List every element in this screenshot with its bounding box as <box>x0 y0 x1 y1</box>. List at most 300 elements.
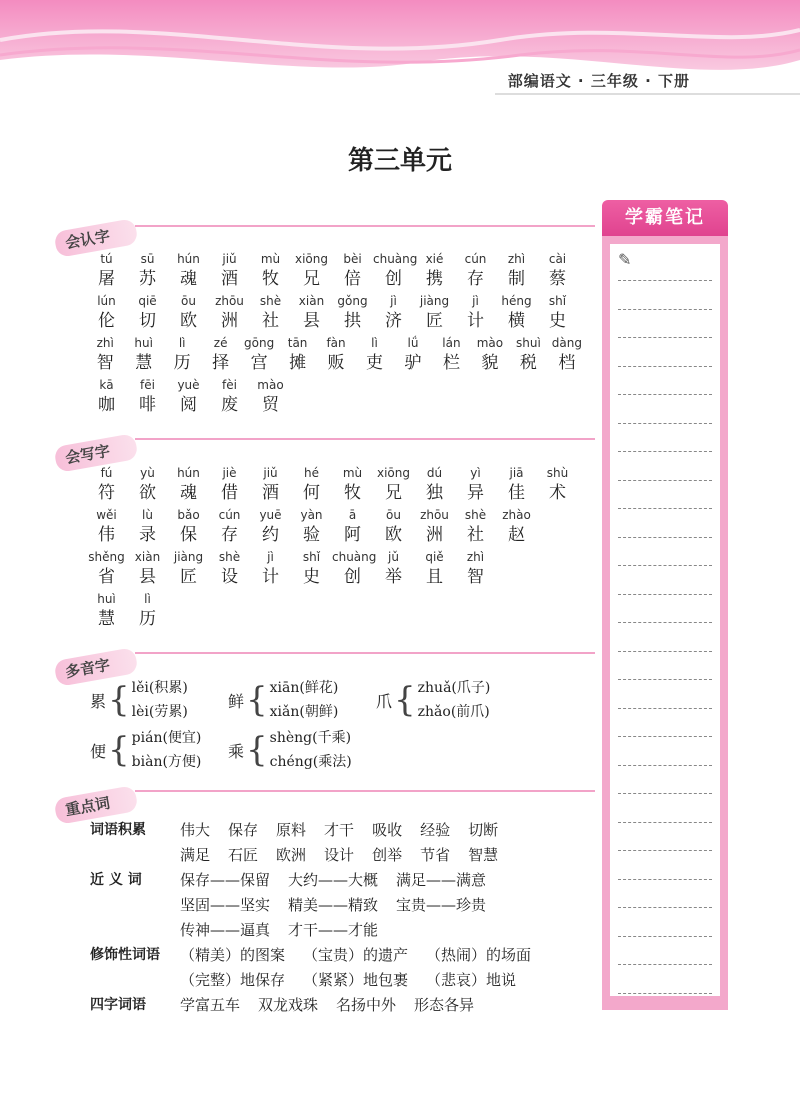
pinyin: jiā <box>509 466 524 480</box>
polyphone-reading: shèng(千乘) <box>269 730 352 746</box>
keyword-item: （热闹）的场面 <box>426 946 532 964</box>
note-line <box>618 993 712 994</box>
hanzi: 废 <box>221 395 238 415</box>
keyword-item: 才干——才能 <box>288 921 379 939</box>
pinyin: yuē <box>259 508 282 522</box>
pinyin: zhōu <box>420 508 449 522</box>
hanzi: 举 <box>385 567 402 587</box>
polyphone-reading: lěi(积累) <box>131 680 188 696</box>
keyword-item: 学富五车 <box>180 996 241 1014</box>
hanzi: 存 <box>221 525 238 545</box>
pinyin: zhōu <box>215 294 244 308</box>
keyword-row <box>90 893 600 918</box>
hanzi: 档 <box>558 353 576 373</box>
keyword-item: 大约——大概 <box>288 871 379 889</box>
char-cell <box>86 292 127 334</box>
char-cell <box>168 548 209 590</box>
char-row <box>86 548 586 590</box>
note-line <box>618 337 712 338</box>
hanzi: 何 <box>303 483 320 503</box>
pinyin: yàn <box>300 508 323 522</box>
section-tag-polyphone: 多音字 <box>53 647 138 687</box>
pinyin: jiàng <box>419 294 450 308</box>
brace-icon: { <box>108 680 130 720</box>
char-cell <box>86 250 127 292</box>
char-cell <box>414 292 455 334</box>
section-tag-keywords: 重点词 <box>53 785 138 825</box>
hanzi: 苏 <box>139 269 156 289</box>
char-cell <box>496 506 537 548</box>
note-line <box>618 480 712 481</box>
notes-panel <box>602 200 728 1010</box>
hanzi: 县 <box>303 311 320 331</box>
hanzi: 魂 <box>180 269 197 289</box>
pinyin: shǐ <box>302 550 321 564</box>
char-cell <box>414 464 455 506</box>
keyword-item: （紧紧）地包裹 <box>303 971 409 989</box>
hanzi: 计 <box>262 567 279 587</box>
pinyin: dàng <box>551 336 582 350</box>
char-row <box>86 334 586 376</box>
char-cell <box>455 464 496 506</box>
pinyin: zhì <box>507 252 526 266</box>
pinyin: ōu <box>386 508 401 522</box>
hanzi: 贸 <box>262 395 279 415</box>
hanzi: 赵 <box>508 525 525 545</box>
section-divider <box>135 438 595 440</box>
hanzi: 录 <box>139 525 156 545</box>
keyword-item: 欧洲 <box>276 846 307 864</box>
hanzi: 县 <box>139 567 156 587</box>
pinyin: cún <box>218 508 241 522</box>
keyword-row-label <box>90 968 180 993</box>
keyword-row <box>90 818 600 843</box>
keyword-item: 保存 <box>228 821 259 839</box>
hanzi: 欧 <box>385 525 402 545</box>
section-divider <box>135 652 595 654</box>
pinyin: lì <box>144 592 151 606</box>
notes-title: 学霸笔记 <box>602 200 728 236</box>
note-line <box>618 822 712 823</box>
hanzi: 存 <box>467 269 484 289</box>
pinyin: mù <box>342 466 363 480</box>
pinyin: xié <box>425 252 444 266</box>
note-line <box>618 936 712 937</box>
pinyin: huì <box>97 592 116 606</box>
keyword-item: 设计 <box>324 846 355 864</box>
char-cell <box>471 334 509 376</box>
char-cell <box>537 292 578 334</box>
pinyin: gǒng <box>337 294 368 308</box>
notes-body <box>602 236 728 1010</box>
pinyin: fēi <box>140 378 155 392</box>
char-cell <box>332 250 373 292</box>
pinyin: cài <box>548 252 567 266</box>
char-cell <box>163 334 201 376</box>
section-divider <box>135 225 595 227</box>
hanzi: 匠 <box>180 567 197 587</box>
pinyin: shuì <box>515 336 541 350</box>
keyword-item: 宝贵——珍贵 <box>396 896 487 914</box>
pinyin: xiàn <box>298 294 325 308</box>
pinyin: hé <box>304 466 319 480</box>
pinyin: xiōng <box>377 466 410 480</box>
char-cell <box>209 464 250 506</box>
recognize-char-grid <box>86 250 586 418</box>
section-tag-recognize: 会认字 <box>53 218 138 258</box>
hanzi: 约 <box>262 525 279 545</box>
note-line <box>618 907 712 908</box>
hanzi: 欧 <box>180 311 197 331</box>
keyword-row <box>90 993 600 1018</box>
polyphone-char: 鲜 <box>228 691 245 711</box>
keyword-item: 创举 <box>372 846 403 864</box>
note-line <box>618 651 712 652</box>
keyword-item: 才干 <box>324 821 355 839</box>
section-divider <box>135 790 595 792</box>
char-cell <box>250 376 291 418</box>
pinyin: lì <box>371 336 378 350</box>
unit-title: 第三单元 <box>347 146 452 176</box>
pinyin: jǔ <box>388 550 399 564</box>
hanzi: 牧 <box>262 269 279 289</box>
polyphone-reading: biàn(方便) <box>131 754 202 770</box>
pinyin: shěng <box>88 550 125 564</box>
char-cell <box>209 292 250 334</box>
note-line <box>618 537 712 538</box>
keyword-item: （完整）地保存 <box>180 971 286 989</box>
hanzi: 啡 <box>139 395 156 415</box>
note-line <box>618 423 712 424</box>
char-cell <box>455 250 496 292</box>
hanzi: 栏 <box>442 353 460 373</box>
keyword-item: 名扬中外 <box>336 996 397 1014</box>
hanzi: 宫 <box>250 353 268 373</box>
pinyin: shù <box>546 466 569 480</box>
char-cell <box>414 548 455 590</box>
char-cell <box>414 250 455 292</box>
char-cell <box>455 506 496 548</box>
char-cell <box>278 334 316 376</box>
pinyin: yù <box>140 466 155 480</box>
pinyin: chuàng <box>373 252 418 266</box>
char-cell <box>496 292 537 334</box>
keyword-row <box>90 843 600 868</box>
polyphone-char: 爪 <box>376 691 393 711</box>
pinyin: lǘ <box>407 336 419 350</box>
pinyin: cún <box>464 252 487 266</box>
hanzi: 术 <box>549 483 566 503</box>
hanzi: 佳 <box>508 483 525 503</box>
pinyin: jì <box>267 550 274 564</box>
char-cell <box>86 590 127 632</box>
hanzi: 且 <box>426 567 443 587</box>
pinyin: zé <box>213 336 228 350</box>
note-line <box>618 879 712 880</box>
pinyin: sū <box>140 252 155 266</box>
char-cell <box>127 506 168 548</box>
char-row <box>86 292 586 334</box>
pinyin: shǐ <box>548 294 567 308</box>
keyword-item: 满足 <box>180 846 211 864</box>
char-cell <box>496 250 537 292</box>
note-line <box>618 508 712 509</box>
char-cell <box>168 250 209 292</box>
hanzi: 慧 <box>135 353 153 373</box>
char-cell <box>317 334 355 376</box>
keyword-item: 切断 <box>468 821 499 839</box>
hanzi: 伟 <box>98 525 115 545</box>
hanzi: 兄 <box>385 483 402 503</box>
pinyin: fèi <box>222 378 237 392</box>
pinyin: mào <box>476 336 504 350</box>
pinyin: lún <box>97 294 116 308</box>
char-cell <box>537 464 578 506</box>
polyphone-char: 乘 <box>228 741 245 761</box>
hanzi: 税 <box>519 353 537 373</box>
note-line <box>618 708 712 709</box>
hanzi: 伦 <box>98 311 115 331</box>
char-cell <box>209 506 250 548</box>
hanzi: 吏 <box>366 353 384 373</box>
brace-icon: { <box>246 680 268 720</box>
pinyin: zhào <box>502 508 531 522</box>
char-row <box>86 250 586 292</box>
hanzi: 济 <box>385 311 402 331</box>
pinyin: shè <box>218 550 241 564</box>
pinyin: hún <box>177 466 200 480</box>
brace-icon: { <box>394 680 416 720</box>
section-tag-write: 会写字 <box>53 433 138 473</box>
hanzi: 历 <box>173 353 191 373</box>
keyword-table <box>90 818 600 1018</box>
char-cell <box>168 376 209 418</box>
polyphone-reading: xiān(鲜花) <box>269 680 339 696</box>
pinyin: lán <box>442 336 461 350</box>
keyword-item: （宝贵）的遗产 <box>303 946 409 964</box>
keyword-row <box>90 968 600 993</box>
keyword-item: 坚固——坚实 <box>180 896 271 914</box>
char-cell <box>86 464 127 506</box>
keyword-row-label <box>90 843 180 868</box>
char-cell <box>127 590 168 632</box>
char-cell <box>496 464 537 506</box>
char-cell <box>250 292 291 334</box>
char-cell <box>455 292 496 334</box>
char-cell <box>240 334 278 376</box>
hanzi: 贩 <box>327 353 345 373</box>
pinyin: ā <box>348 508 357 522</box>
char-cell <box>373 292 414 334</box>
keyword-item: 经验 <box>420 821 451 839</box>
note-line <box>618 793 712 794</box>
polyphone-char: 累 <box>90 691 107 711</box>
hanzi: 屠 <box>98 269 115 289</box>
hanzi: 验 <box>303 525 320 545</box>
char-cell <box>332 464 373 506</box>
char-cell <box>291 464 332 506</box>
keyword-row-label <box>90 893 180 918</box>
hanzi: 史 <box>549 311 566 331</box>
pinyin: mào <box>257 378 284 392</box>
polyphone-item <box>228 726 352 774</box>
hanzi: 社 <box>467 525 484 545</box>
char-cell <box>127 376 168 418</box>
char-row <box>86 464 586 506</box>
pinyin: hún <box>177 252 200 266</box>
hanzi: 保 <box>180 525 197 545</box>
keyword-item: 石匠 <box>228 846 259 864</box>
keyword-row-label: 词语积累 <box>90 822 146 838</box>
pinyin: ōu <box>181 294 196 308</box>
char-cell <box>168 292 209 334</box>
keyword-item: 形态各异 <box>414 996 475 1014</box>
hanzi: 择 <box>212 353 230 373</box>
char-cell <box>355 334 393 376</box>
note-line <box>618 451 712 452</box>
pinyin: jiǔ <box>263 466 278 480</box>
hanzi: 异 <box>467 483 484 503</box>
char-cell <box>537 250 578 292</box>
hanzi: 慧 <box>98 609 115 629</box>
hanzi: 省 <box>98 567 115 587</box>
char-cell <box>332 548 377 590</box>
char-cell <box>209 376 250 418</box>
hanzi: 欲 <box>139 483 156 503</box>
pinyin: jiè <box>222 466 237 480</box>
keyword-item: （精美）的图案 <box>180 946 286 964</box>
keyword-item: 吸收 <box>372 821 403 839</box>
notes-paper[interactable] <box>610 244 720 996</box>
polyphone-reading: zhǎo(前爪) <box>417 704 490 720</box>
hanzi: 咖 <box>98 395 115 415</box>
hanzi: 智 <box>467 567 484 587</box>
pinyin: kā <box>99 378 114 392</box>
char-cell <box>209 250 250 292</box>
char-cell <box>291 506 332 548</box>
char-cell <box>373 506 414 548</box>
pinyin: gōng <box>244 336 275 350</box>
pinyin: wěi <box>96 508 117 522</box>
note-line <box>618 765 712 766</box>
char-cell <box>373 464 414 506</box>
pinyin: qiē <box>138 294 157 308</box>
char-cell <box>432 334 470 376</box>
hanzi: 洲 <box>221 311 238 331</box>
hanzi: 创 <box>344 567 361 587</box>
pinyin: shè <box>464 508 487 522</box>
pinyin: yì <box>470 466 481 480</box>
hanzi: 借 <box>221 483 238 503</box>
pencil-icon: ✎ <box>618 250 632 269</box>
note-line <box>618 565 712 566</box>
hanzi: 酒 <box>221 269 238 289</box>
keyword-item: 原料 <box>276 821 307 839</box>
char-cell <box>250 250 291 292</box>
polyphone-reading: lèi(劳累) <box>131 704 188 720</box>
pinyin: xiàn <box>134 550 161 564</box>
pinyin: mù <box>260 252 281 266</box>
polyphone-char: 便 <box>90 741 107 761</box>
pinyin: lù <box>142 508 153 522</box>
char-cell <box>168 506 209 548</box>
polyphone-item <box>228 676 338 724</box>
brace-icon: { <box>246 730 268 770</box>
hanzi: 酒 <box>262 483 279 503</box>
hanzi: 阅 <box>180 395 197 415</box>
hanzi: 牧 <box>344 483 361 503</box>
char-cell <box>127 292 168 334</box>
keyword-row <box>90 918 600 943</box>
char-cell <box>291 548 332 590</box>
pinyin: bǎo <box>177 508 200 522</box>
polyphone-reading: zhuǎ(爪子) <box>417 680 491 696</box>
char-cell <box>250 506 291 548</box>
pinyin: zhì <box>96 336 114 350</box>
char-cell <box>250 464 291 506</box>
polyphone-item <box>90 726 201 774</box>
hanzi: 创 <box>385 269 402 289</box>
pinyin: tú <box>100 252 113 266</box>
note-line <box>618 964 712 965</box>
hanzi: 符 <box>98 483 115 503</box>
hanzi: 制 <box>508 269 525 289</box>
hanzi: 洲 <box>426 525 443 545</box>
note-line <box>618 736 712 737</box>
char-cell <box>201 334 239 376</box>
char-cell <box>414 506 455 548</box>
char-cell <box>548 334 586 376</box>
write-char-grid <box>86 464 586 632</box>
char-cell <box>332 292 373 334</box>
keyword-item: 传神——逼真 <box>180 921 271 939</box>
hanzi: 携 <box>426 269 443 289</box>
polyphone-reading: xiǎn(朝鲜) <box>269 704 339 720</box>
pinyin: dú <box>426 466 443 480</box>
pinyin: lì <box>178 336 186 350</box>
brace-icon: { <box>108 730 130 770</box>
pinyin: jiǔ <box>222 252 237 266</box>
pinyin: tān <box>287 336 308 350</box>
pinyin: héng <box>501 294 532 308</box>
polyphone-item <box>376 676 490 724</box>
pinyin: qiě <box>425 550 444 564</box>
hanzi: 社 <box>262 311 279 331</box>
polyphone-item <box>90 676 188 724</box>
hanzi: 匠 <box>426 311 443 331</box>
hanzi: 魂 <box>180 483 197 503</box>
char-cell <box>250 548 291 590</box>
char-cell <box>455 548 496 590</box>
hanzi: 倍 <box>344 269 361 289</box>
hanzi: 蔡 <box>549 269 566 289</box>
char-cell <box>168 464 209 506</box>
keyword-item: 智慧 <box>468 846 499 864</box>
hanzi: 计 <box>467 311 484 331</box>
hanzi: 切 <box>139 311 156 331</box>
keyword-row <box>90 868 600 893</box>
keyword-item: 节省 <box>420 846 451 864</box>
pinyin: zhì <box>466 550 485 564</box>
hanzi: 历 <box>139 609 156 629</box>
note-line <box>618 594 712 595</box>
char-cell <box>124 334 162 376</box>
hanzi: 史 <box>303 567 320 587</box>
note-line <box>618 309 712 310</box>
char-row <box>86 506 586 548</box>
hanzi: 拱 <box>344 311 361 331</box>
hanzi: 横 <box>508 311 525 331</box>
